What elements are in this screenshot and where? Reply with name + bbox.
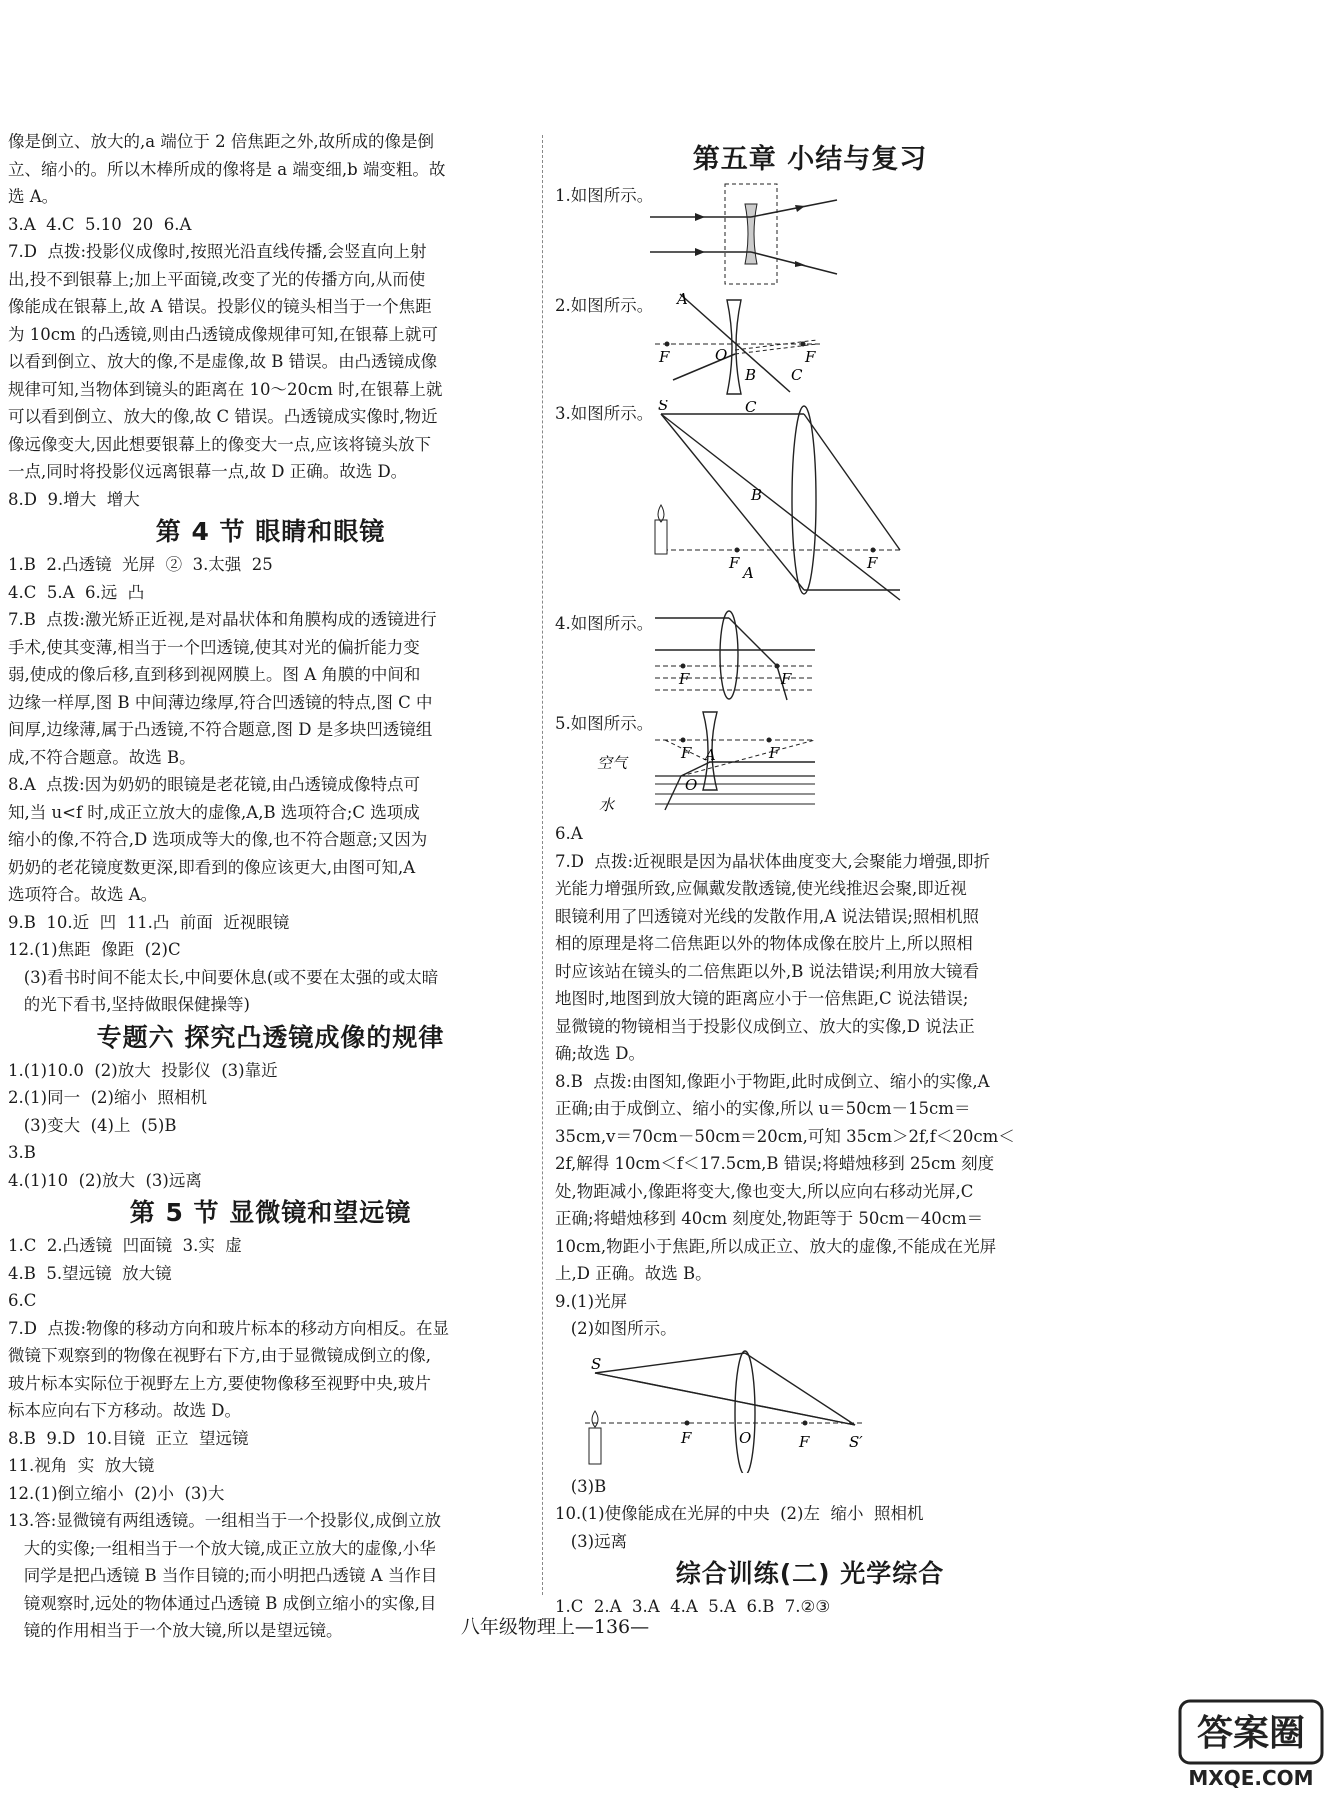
chapter5-title: 第五章 小结与复习 [692,144,928,175]
q2-label: 2.如图所示。 [555,296,654,315]
answer-line: 12.(1)焦距 像距 (2)C [8,940,181,959]
concave-lens-water-diagram-5 [555,710,1065,820]
answer-line: 7.D 点拨:投影仪成像时,按照光沿直线传播,会竖直向上射 [8,242,427,261]
answer-line: 镜观察时,远处的物体通过凸透镜 B 成倒立缩小的实像,目 [8,1593,437,1613]
label-F-left: F [681,1428,692,1447]
answer-line: 13.答:显微镜有两组透镜。一组相当于一个投影仪,成倒立放 [8,1511,442,1530]
answer-line: 12.(1)倒立缩小 (2)小 (3)大 [8,1483,225,1503]
answer-line: 4.B 5.望远镜 放大镜 [8,1263,172,1283]
figure-9-2 [555,1343,1065,1473]
q3-label: 3.如图所示。 [555,404,654,423]
chapter5-answers-end [555,1473,1065,1556]
answer-line: 选 A。 [8,187,59,206]
figure-3 [555,400,1065,610]
label-S: S [591,1354,602,1373]
label-air: 空气 [597,754,628,772]
chapter5-answers [555,820,1065,1343]
watermark-logo [1176,1697,1326,1792]
answer-line: 2.(1)同一 (2)缩小 照相机 [8,1088,207,1107]
answer-line: 11.视角 实 放大镜 [8,1456,155,1475]
page-footer: 八年级物理上—136— [460,1616,650,1638]
answer-line: 光能力增强所致,应佩戴发散透镜,使光线推迟会聚,即近视 [555,879,967,898]
answer-line: 4.(1)10 (2)放大 (3)远离 [8,1170,202,1190]
answer-line: 立、缩小的。所以木棒所成的像将是 a 端变细,b 端变粗。故 [8,159,446,179]
concave-lens-diagram-1 [555,182,1065,292]
convex-lens-diagram-3 [555,400,1065,610]
answer-line: 出,投不到银幕上;加上平面镜,改变了光的传播方向,从而使 [8,269,426,289]
answer-line: 35cm,v＝70cm－50cm＝20cm,可知 35cm＞2f,f＜20cm＜ [555,1126,1015,1146]
answer-line: 镜的作用相当于一个放大镜,所以是望远镜。 [8,1621,343,1640]
comp2-title: 综合训练(二) 光学综合 [675,1559,945,1588]
label-F-left: F [659,348,670,366]
answer-line: 9.B 10.近 凹 11.凸 前面 近视眼镜 [8,912,290,932]
answer-line: 为 10cm 的凸透镜,则由凸透镜成像规律可知,在银幕上就可 [8,324,438,344]
q4-label: 4.如图所示。 [555,614,654,633]
answer-line: 10cm,物距小于焦距,所以成正立、放大的虚像,不能成在光屏 [555,1236,997,1256]
answer-line: 像远像变大,因此想要银幕上的像变大一点,应该将镜头放下 [8,434,431,454]
answer-line: 缩小的像,不符合,D 选项成等大的像,也不符合题意;又因为 [8,830,428,849]
answer-line: 玻片标本实际位于视野左上方,要使物像移至视野中央,玻片 [8,1373,431,1393]
label-F-left: F [729,554,740,572]
label-F-left: F [681,744,692,762]
answer-line: 10.(1)使像能成在光屏的中央 (2)左 缩小 照相机 [555,1504,924,1523]
answer-line: 显微镜的物镜相当于投影仪成倒立、放大的实像,D 说法正 [555,1016,975,1036]
q1-label: 1.如图所示。 [555,186,654,205]
answer-line: 微镜下观察到的物像在视野右下方,由于显微镜成倒立的像, [8,1346,431,1365]
answer-line: 相的原理是将二倍焦距以外的物体成像在胶片上,所以照相 [555,934,973,953]
figure-2 [555,292,1065,400]
label-F-right: F [769,744,780,762]
answer-line: 可以看到倒立、放大的像,故 C 错误。凸透镜成实像时,物近 [8,407,438,426]
label-C: C [745,400,757,416]
label-S: S [658,400,669,414]
answer-line: 6.A [555,824,583,843]
q5-label: 5.如图所示。 [555,714,654,733]
answer-line: 8.B 点拨:由图知,像距小于物距,此时成倒立、缩小的实像,A [555,1071,990,1091]
answer-line: 边缘一样厚,图 B 中间薄边缘厚,符合凹透镜的特点,图 C 中 [8,692,433,712]
answer-line: 正确;将蜡烛移到 40cm 刻度处,物距等于 50cm－40cm＝ [555,1209,984,1228]
answer-line: 2f,解得 10cm＜f＜17.5cm,B 错误;将蜡烛移到 25cm 刻度 [555,1154,995,1173]
label-S-prime: S′ [849,1432,863,1451]
svg-text:答案圈: 答案圈 [1196,1713,1306,1754]
answer-line: 成,不符合题意。故选 B。 [8,747,196,767]
special-6-title: 专题六 探究凸透镜成像的规律 [96,1022,445,1052]
label-F-right: F [805,348,816,366]
label-F-right: F [781,670,792,688]
answer-line: 手术,使其变薄,相当于一个凹透镜,使其对光的偏折能力变 [8,637,420,657]
right-column [555,140,1065,1621]
svg-text:MXQE.COM: MXQE.COM [1188,1766,1314,1790]
answer-line: 奶奶的老花镜度数更深,即看到的像应该更大,由图可知,A [8,857,416,877]
answer-line: 选项符合。故选 A。 [8,885,158,904]
figure-1 [555,182,1065,292]
answer-line: 地图时,地图到放大镜的距离应小于一倍焦距,C 说法错误; [555,989,969,1008]
answer-line: 规律可知,当物体到镜头的距离在 10～20cm 时,在银幕上就 [8,379,443,399]
answer-line: (2)如图所示。 [555,1319,677,1338]
answer-line: 3.B [8,1143,36,1162]
answer-line: (3)B [555,1476,607,1496]
answer-line: 7.B 点拨:激光矫正近视,是对晶状体和角膜构成的透镜进行 [8,610,437,629]
answer-line: (3)看书时间不能太长,中间要休息(或不要在太强的或太暗 [8,967,439,987]
label-F-right: F [799,1432,810,1451]
answer-line: 7.D 点拨:近视眼是因为晶状体曲度变大,会聚能力增强,即折 [555,851,991,871]
answer-line: 时应该站在镜头的二倍焦距以外,B 说法错误;利用放大镜看 [555,961,980,981]
convex-lens-water-diagram-4 [555,610,1065,710]
answer-line: 间厚,边缘薄,属于凸透镜,不符合题意,图 D 是多块凹透镜组 [8,720,433,739]
answer-line: 弱,使成的像后移,直到移到视网膜上。图 A 角膜的中间和 [8,665,421,684]
answer-line: 上,D 正确。故选 B。 [555,1264,712,1283]
answer-line: 像是倒立、放大的,a 端位于 2 倍焦距之外,故所成的像是倒 [8,132,435,151]
label-F-right: F [867,554,878,572]
answer-line: 8.B 9.D 10.目镜 正立 望远镜 [8,1428,249,1448]
answer-line: 像能成在银幕上,故 A 错误。投影仪的镜头相当于一个焦距 [8,297,432,316]
comp2-answers: 1.C 2.A 3.A 4.A 5.A 6.B 7.②③ [555,1597,831,1616]
answer-line: 标本应向右下方移动。故选 D。 [8,1401,241,1420]
answer-line: 1.B 2.凸透镜 光屏 ② 3.太强 25 [8,555,273,574]
answer-line: (3)远离 [555,1531,628,1551]
answer-line: 同学是把凸透镜 B 当作目镜的;而小明把凸透镜 A 当作目 [8,1566,438,1585]
label-O: O [715,346,728,364]
answer-line: 大的实像;一组相当于一个放大镜,成正立放大的虚像,小华 [8,1538,436,1558]
column-divider [542,135,543,1595]
answer-line: 以看到倒立、放大的像,不是虚像,故 B 错误。由凸透镜成像 [8,352,438,371]
answer-line: 的光下看书,坚持做眼保健操等) [8,995,250,1014]
answer-line: 眼镜利用了凹透镜对光线的发散作用,A 说法错误;照相机照 [555,906,979,926]
label-B: B [751,486,763,504]
answer-line: 确;故选 D。 [555,1044,646,1063]
answer-line: 8.A 点拨:因为奶奶的眼镜是老花镜,由凸透镜成像特点可 [8,775,420,794]
answer-line: 1.(1)10.0 (2)放大 投影仪 (3)靠近 [8,1060,278,1080]
answer-line: 正确;由于成倒立、缩小的实像,所以 u＝50cm－15cm＝ [555,1099,971,1118]
answer-line: 1.C 2.凸透镜 凹面镜 3.实 虚 [8,1236,242,1255]
answer-line: 7.D 点拨:物像的移动方向和玻片标本的移动方向相反。在显 [8,1318,450,1338]
answer-line: 8.D 9.增大 增大 [8,489,140,509]
label-A: A [677,292,688,308]
label-B: B [745,366,757,384]
answer-line: 6.C [8,1291,37,1310]
label-A: A [705,746,716,764]
left-column [8,128,533,1645]
answer-line: 3.A 4.C 5.10 20 6.A [8,214,192,234]
answer-line: 9.(1)光屏 [555,1291,628,1311]
answer-line: (3)变大 (4)上 (5)B [8,1115,177,1135]
label-water: 水 [599,796,615,814]
label-F-left: F [679,670,690,688]
convex-lens-image-diagram [555,1343,1065,1473]
label-O: O [685,776,698,794]
section-4-title: 第 4 节 眼睛和眼镜 [155,517,386,546]
figure-5 [555,710,1065,820]
answer-line: 知,当 u<f 时,成正立放大的虚像,A,B 选项符合;C 选项成 [8,802,420,822]
answer-line: 处,物距减小,像距将变大,像也变大,所以应向右移动光屏,C [555,1181,974,1201]
label-C: C [791,366,803,384]
label-O: O [739,1428,752,1447]
label-A: A [743,564,754,582]
concave-lens-diagram-2 [555,292,1065,400]
answer-line: 一点,同时将投影仪远离银幕一点,故 D 正确。故选 D。 [8,462,408,481]
answer-line: 4.C 5.A 6.远 凸 [8,582,145,602]
figure-4 [555,610,1065,710]
section-5-title: 第 5 节 显微镜和望远镜 [129,1198,412,1227]
